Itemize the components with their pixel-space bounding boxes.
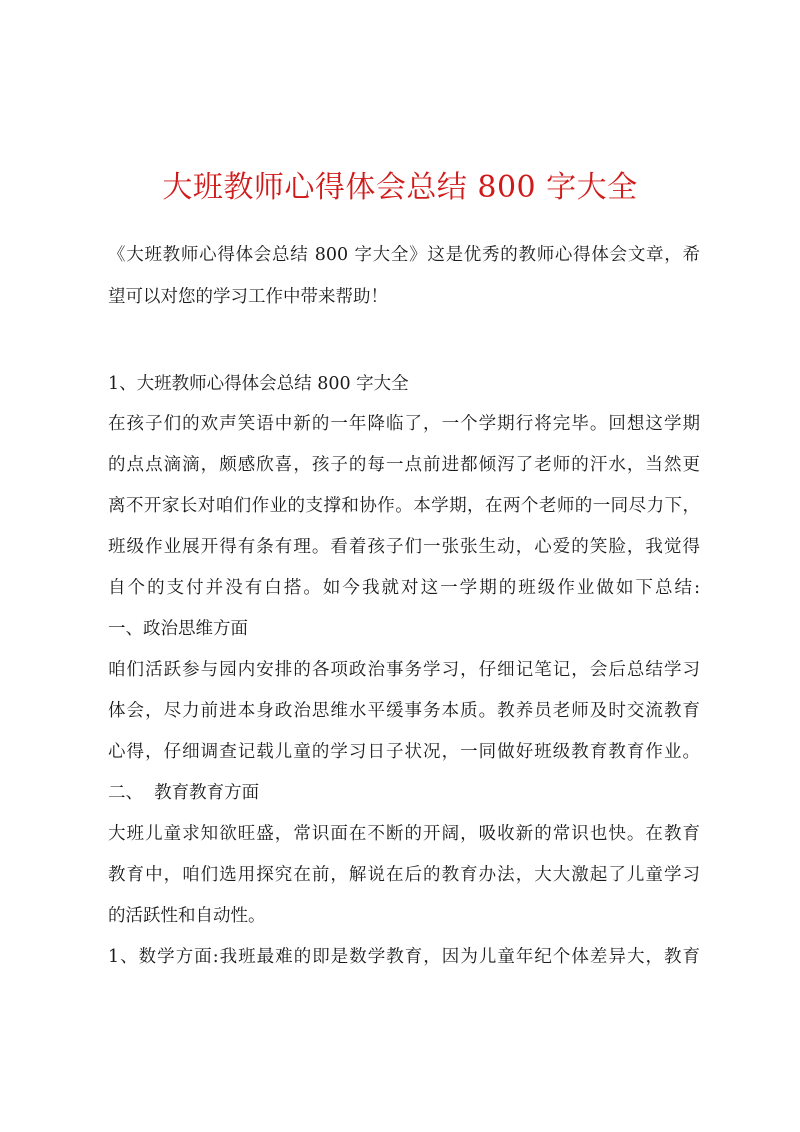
paragraph3-line-3: 的活跃性和自动性。 (108, 906, 266, 926)
paragraph2-line-3: 心得，仔细调查记载儿童的学习日子状况，一同做好班级教育教育作业。 (108, 742, 700, 762)
paragraph1-line-5: 自个的支付并没有白搭。如今我就对这一学期的班级作业做如下总结: (108, 578, 700, 598)
section-heading: 1、大班教师心得体会总结 800 字大全 (108, 374, 409, 394)
paragraph2-line-1: 咱们活跃参与园内安排的各项政治事务学习，仔细记笔记，会后总结学习 (108, 660, 700, 680)
paragraph1-line-4: 班级作业展开得有条有理。看着孩子们一张张生动，心爱的笑脸，我觉得 (108, 537, 700, 557)
heading-education: 二、 教育教育方面 (108, 783, 260, 803)
document-title: 大班教师心得体会总结 800 字大全 (162, 170, 638, 205)
paragraph3-line-2: 教育中，咱们选用探究在前，解说在后的教育办法，大大激起了儿童学习 (108, 865, 700, 885)
paragraph1-line-3: 离不开家长对咱们作业的支撑和协作。本学期，在两个老师的一同尽力下， (108, 496, 700, 516)
intro-line-2: 望可以对您的学习工作中带来帮助！ (108, 287, 388, 307)
paragraph3-line-1: 大班儿童求知欲旺盛，常识面在不断的开阔，吸收新的常识也快。在教育 (108, 824, 700, 844)
paragraph1-line-1: 在孩子们的欢声笑语中新的一年降临了，一个学期行将完毕。回想这学期 (108, 414, 700, 434)
paragraph2-line-2: 体会，尽力前进本身政治思维水平缓事务本质。教养员老师及时交流教育 (108, 701, 700, 721)
intro-line-1: 《大班教师心得体会总结 800 字大全》这是优秀的教师心得体会文章，希 (108, 245, 700, 265)
paragraph4-line-1: 1、数学方面:我班最难的即是数学教育，因为儿童年纪个体差异大，教育 (108, 947, 700, 967)
heading-politics: 一、政治思维方面 (108, 619, 248, 639)
paragraph1-line-2: 的点点滴滴，颇感欣喜，孩子的每一点前进都倾泻了老师的汗水，当然更 (108, 455, 700, 475)
